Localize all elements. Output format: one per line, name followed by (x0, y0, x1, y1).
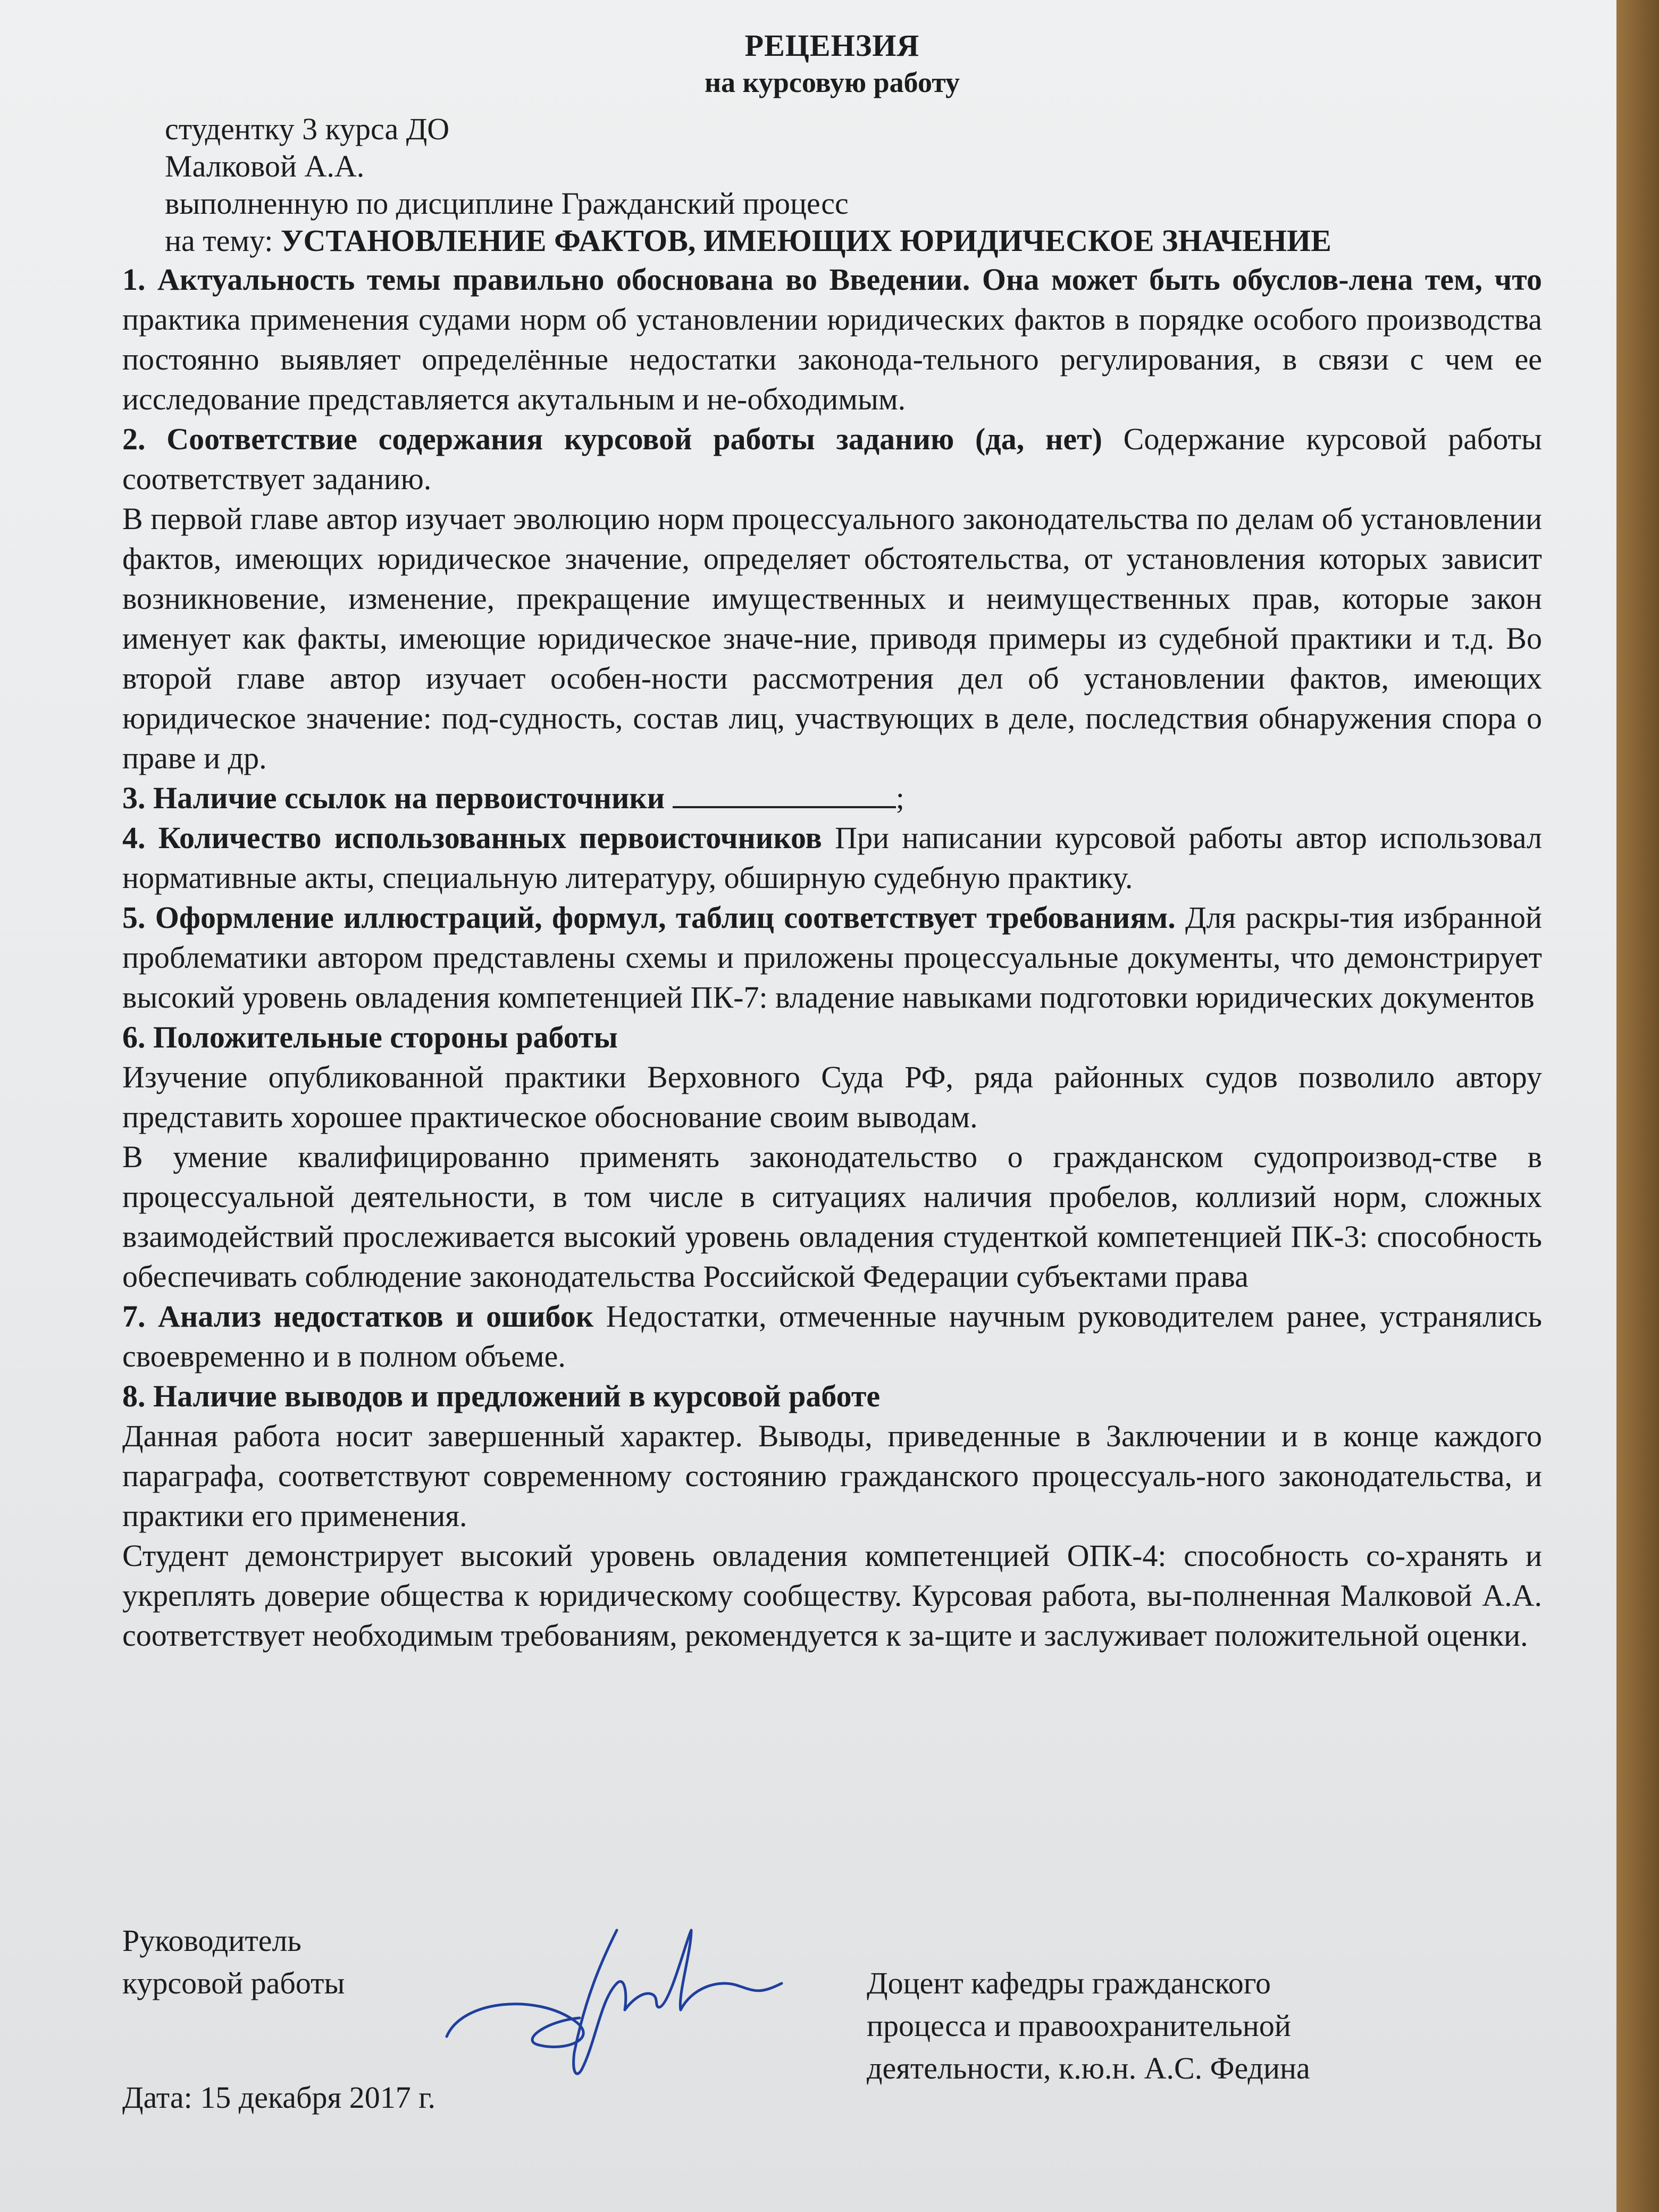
supervisor-role-line-2: курсовой работы (122, 1966, 345, 2000)
section-4-text: При написании курсовой работы автор использовал нормативные акты, специальную литературу, обширную судебную практику. (122, 820, 1542, 895)
signature-stroke (447, 1930, 782, 2074)
section-7 (122, 1296, 1542, 1376)
section-8-paragraph-2: Студент демонстрирует высокий уровень овладения компетенцией ОПК-4: способность со-хранять и укреплять доверие общества к юридическому сообществу. Курсовая работа, вы-полненная Малковой А.А. соответствует необходимым требованиям, рекомендуется к за-щите и заслуживает положительной оценки. (122, 1538, 1542, 1653)
reviewer-role-line-2: процесса и правоохранительной (867, 2008, 1291, 2043)
section-6-heading: 6. Положительные стороны работы (122, 1020, 618, 1054)
blank-line (673, 780, 896, 808)
section-7-heading: 7. Анализ недостатков и ошибок (122, 1299, 594, 1334)
student-name: Малковой А.А. (165, 149, 365, 183)
section-5-heading: 5. Оформление иллюстраций, формул, таблиц соответствует требованиям. (122, 900, 1176, 935)
header-block (122, 111, 1542, 259)
handwritten-signature (441, 1920, 814, 2095)
theme-prefix: на тему: (165, 223, 281, 258)
section-3 (122, 778, 1542, 818)
section-6-paragraph-2: В умение квалифицированно применять законодательство о гражданском судопроизвод-стве в процессуальной деятельности, в том числе в ситуациях наличия пробелов, коллизий норм, сложных взаимодействий прослеживается высокий уровень овладения студенткой компетенцией ПК-3: способность обеспечивать соблюдение законодательства Российской Федерации субъектами права (122, 1139, 1542, 1294)
section-1 (122, 259, 1542, 419)
supervisor-role (122, 1920, 495, 2005)
reviewer-role-line-1: Доцент кафедры гражданского (867, 1966, 1271, 2000)
section-6-paragraph-1: Изучение опубликованной практики Верховного Суда РФ, ряда районных судов позволило автору представить хорошее практическое обоснование своим выводам. (122, 1060, 1542, 1134)
document-title: РЕЦЕНЗИЯ (744, 28, 920, 63)
reviewer-role-line-3: деятельности, к.ю.н. А.С. Федина (867, 2051, 1310, 2085)
student-line: студентку 3 курса ДО (165, 112, 450, 146)
supervisor-role-line-1: Руководитель (122, 1923, 301, 1958)
section-7-text: Недостатки, отмеченные научным руководителем ранее, устранялись своевременно и в полном объеме. (122, 1299, 1543, 1373)
discipline-line: выполненную по дисциплине Гражданский процесс (165, 186, 849, 221)
section-3-tail: ; (895, 781, 904, 815)
section-3-heading: 3. Наличие ссылок на первоисточники (122, 781, 665, 815)
desk-edge (1616, 0, 1659, 2212)
theme-title: УСТАНОВЛЕНИЕ ФАКТОВ, ИМЕЮЩИХ ЮРИДИЧЕСКОЕ ЗНАЧЕНИЕ (280, 223, 1331, 258)
section-8 (122, 1376, 1542, 1416)
section-2-heading: 2. Соответствие содержания курсовой работы заданию (да, нет) (122, 422, 1102, 456)
section-8-paragraph-1: Данная работа носит завершенный характер. Выводы, приведенные в Заключении и в конце каждого параграфа, соответствуют современному состоянию гражданского процессуаль-ного законодательства, и практики его применения. (122, 1419, 1542, 1533)
section-6 (122, 1017, 1542, 1057)
section-8-heading: 8. Наличие выводов и предложений в курсовой работе (122, 1379, 881, 1413)
section-4 (122, 818, 1542, 898)
section-2 (122, 419, 1542, 499)
reviewer-role (867, 1962, 1505, 2090)
section-2-paragraph: В первой главе автор изучает эволюцию норм процессуального законодательства по делам об установлении фактов, имеющих юридическое значение, определяет обстоятельства, от установления которых зависит возникновение, изменение, прекращение имущественных и неимущественных прав, которые закон именует как факты, имеющие юридическое значе-ние, приводя примеры из судебной практики и т.д. Во второй главе автор изучает особен-ности рассмотрения дел об установлении фактов, имеющих юридическое значение: под-судность, состав лиц, участвующих в деле, последствия обнаружения спора о праве и др. (122, 501, 1542, 775)
section-2-text: Содержание курсовой работы соответствует заданию. (122, 422, 1542, 496)
theme-line (165, 222, 1542, 259)
document-subtitle: на курсовую работу (704, 66, 960, 98)
section-5-text: Для раскры-тия избранной проблематики автором представлены схемы и приложены процессуальные документы, что демонстрирует высокий уровень овладения компетенцией ПК-7: владение навыками подготовки юридических документов (122, 900, 1542, 1015)
section-4-heading: 4. Количество использованных первоисточников (122, 820, 822, 855)
section-1-heading: 1. Актуальность темы правильно обоснована во Введении. Она может быть обуслов-лена тем, что (122, 262, 1542, 297)
document-date: Дата: 15 декабря 2017 г. (122, 2080, 435, 2115)
section-1-text: практика применения судами норм об установлении юридических фактов в порядке особого производства постоянно выявляет определённые недостатки законода-тельного регулирования, в связи с чем ее исследование представляется акутальным и не-обходимым. (122, 302, 1542, 416)
section-5 (122, 898, 1542, 1017)
